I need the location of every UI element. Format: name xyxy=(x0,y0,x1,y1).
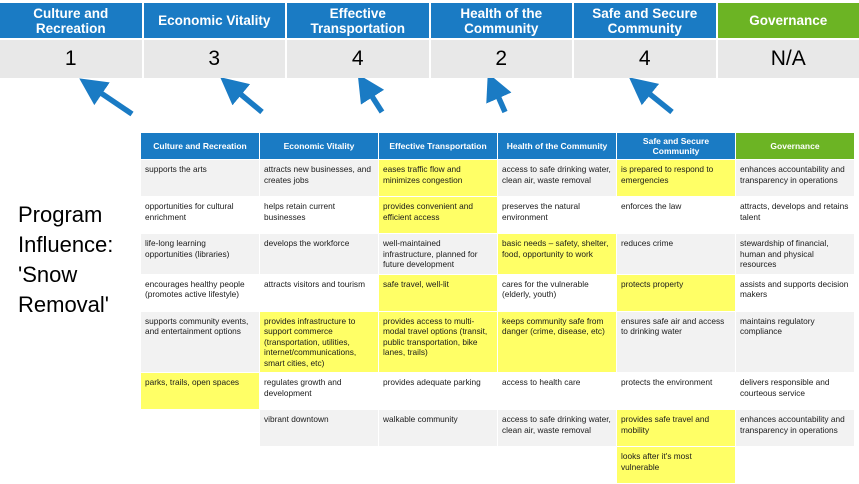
score-governance: N/A xyxy=(718,40,859,78)
pillar-header-label: Health of the Community xyxy=(435,6,569,36)
matrix-cell: enhances accountability and transparency in operations xyxy=(736,410,855,447)
matrix-cell: assists and supports decision makers xyxy=(736,274,855,311)
matrix-cell: well-maintained infrastructure, planned for future development xyxy=(379,234,498,275)
matrix-cell: enhances accountability and transparency in operations xyxy=(736,160,855,197)
score-culture-and-recreation: 1 xyxy=(0,40,144,78)
program-influence-label: Program Influence: 'Snow Removal' xyxy=(18,200,140,320)
matrix-cell: provides access to multi-modal travel options (transit, public transportation, bike lanes, trails) xyxy=(379,311,498,373)
pillar-header-health-of-the-community xyxy=(431,3,575,38)
matrix-cell: protects the environment xyxy=(617,373,736,410)
pillar-header-governance xyxy=(718,3,859,38)
matrix-cell: attracts, develops and retains talent xyxy=(736,197,855,234)
matrix-cell: life-long learning opportunities (libraries) xyxy=(141,234,260,275)
arrow-economic-vitality xyxy=(232,87,262,112)
matrix-cell: provides adequate parking xyxy=(379,373,498,410)
matrix-cell: provides safe travel and mobility xyxy=(617,410,736,447)
matrix-cell xyxy=(379,447,498,484)
matrix-cell: preserves the natural environment xyxy=(498,197,617,234)
pillar-header-bar xyxy=(0,3,859,38)
matrix-cell: keeps community safe from danger (crime, disease, etc) xyxy=(498,311,617,373)
matrix-cell: develops the workforce xyxy=(260,234,379,275)
matrix-cell: encourages healthy people (promotes active lifestyle) xyxy=(141,274,260,311)
matrix-cell: safe travel, well-lit xyxy=(379,274,498,311)
matrix-cell: provides infrastructure to support commerce (transportation, utilities, internet/communications, smart cities, etc) xyxy=(260,311,379,373)
matrix-cell: helps retain current businesses xyxy=(260,197,379,234)
matrix-cell: attracts visitors and tourism xyxy=(260,274,379,311)
score-economic-vitality: 3 xyxy=(144,40,288,78)
matrix-cell xyxy=(498,447,617,484)
matrix-cell: opportunities for cultural enrichment xyxy=(141,197,260,234)
matrix-cell: cares for the vulnerable (elderly, youth) xyxy=(498,274,617,311)
pillar-header-label: Culture and Recreation xyxy=(4,6,138,36)
matrix-header-row xyxy=(141,133,855,160)
table-row xyxy=(141,447,855,484)
matrix-cell: enforces the law xyxy=(617,197,736,234)
matrix-cell xyxy=(141,410,260,447)
matrix-cell: stewardship of financial, human and physical resources xyxy=(736,234,855,275)
matrix-cell: protects property xyxy=(617,274,736,311)
matrix-header-safe-and-secure-community: Safe and Secure Community xyxy=(617,133,736,160)
matrix-cell: vibrant downtown xyxy=(260,410,379,447)
pillar-header-economic-vitality xyxy=(144,3,288,38)
score-safe-and-secure-community: 4 xyxy=(574,40,718,78)
pillar-header-label: Safe and Secure Community xyxy=(578,6,712,36)
table-row xyxy=(141,274,855,311)
matrix-cell: reduces crime xyxy=(617,234,736,275)
arrow-safe-and-secure-community xyxy=(641,87,672,112)
pillar-header-label: Governance xyxy=(749,13,827,28)
matrix-cell: basic needs – safety, shelter, food, opportunity to work xyxy=(498,234,617,275)
matrix-cell: ensures safe air and access to drinking water xyxy=(617,311,736,373)
matrix-cell: access to safe drinking water, clean air, waste removal xyxy=(498,410,617,447)
score-effective-transportation: 4 xyxy=(287,40,431,78)
pillar-header-culture-and-recreation xyxy=(0,3,144,38)
matrix-cell: eases traffic flow and minimizes congestion xyxy=(379,160,498,197)
table-row xyxy=(141,197,855,234)
matrix-header-effective-transportation: Effective Transportation xyxy=(379,133,498,160)
matrix-cell: supports community events, and entertainment options xyxy=(141,311,260,373)
pillar-header-effective-transportation xyxy=(287,3,431,38)
table-row xyxy=(141,373,855,410)
matrix-cell: regulates growth and development xyxy=(260,373,379,410)
table-row xyxy=(141,160,855,197)
arrow-layer xyxy=(0,78,859,134)
arrow-health-of-the-community xyxy=(494,87,505,112)
score-health-of-the-community: 2 xyxy=(431,40,575,78)
matrix-cell: parks, trails, open spaces xyxy=(141,373,260,410)
arrow-effective-transportation xyxy=(366,87,382,112)
matrix-header-health-of-the-community: Health of the Community xyxy=(498,133,617,160)
score-row xyxy=(0,40,859,78)
outcomes-matrix xyxy=(140,132,855,484)
matrix-cell: supports the arts xyxy=(141,160,260,197)
matrix-header-culture-and-recreation: Culture and Recreation xyxy=(141,133,260,160)
matrix-header-economic-vitality: Economic Vitality xyxy=(260,133,379,160)
pillar-header-safe-and-secure-community xyxy=(574,3,718,38)
table-row xyxy=(141,234,855,275)
matrix-cell xyxy=(260,447,379,484)
matrix-cell: attracts new businesses, and creates jobs xyxy=(260,160,379,197)
arrow-culture-and-recreation xyxy=(92,87,132,114)
matrix-cell: access to safe drinking water, clean air, waste removal xyxy=(498,160,617,197)
matrix-cell: looks after it's most vulnerable xyxy=(617,447,736,484)
matrix-body xyxy=(141,160,855,484)
matrix-cell: walkable community xyxy=(379,410,498,447)
matrix-cell: provides convenient and efficient access xyxy=(379,197,498,234)
pillar-header-label: Effective Transportation xyxy=(291,6,425,36)
table-row xyxy=(141,311,855,373)
matrix-cell: is prepared to respond to emergencies xyxy=(617,160,736,197)
table-row xyxy=(141,410,855,447)
matrix-cell: delivers responsible and courteous service xyxy=(736,373,855,410)
matrix-cell xyxy=(736,447,855,484)
matrix-cell xyxy=(141,447,260,484)
pillar-header-label: Economic Vitality xyxy=(158,13,270,28)
matrix-cell: maintains regulatory compliance xyxy=(736,311,855,373)
matrix-cell: access to health care xyxy=(498,373,617,410)
matrix-header-governance: Governance xyxy=(736,133,855,160)
